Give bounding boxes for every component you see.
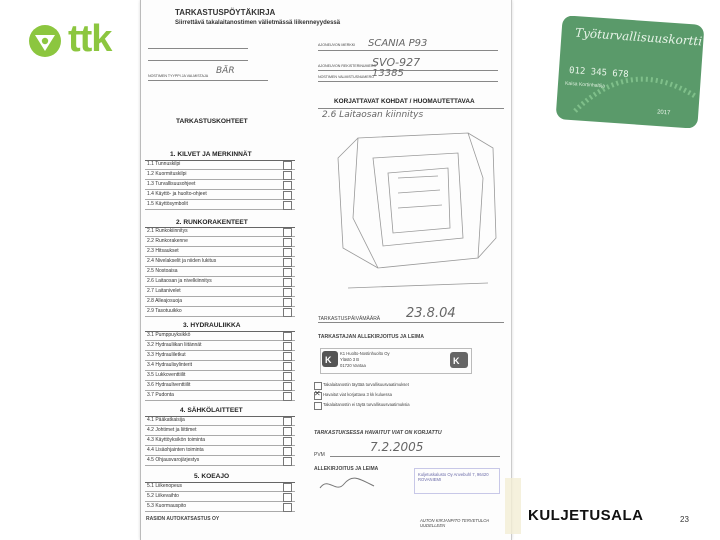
item-label: 4.4 Lisäohjainten toiminta: [147, 447, 204, 453]
checklist-item: [145, 492, 295, 502]
remark-text: 2.6 Laitaosan kiinnitys: [322, 110, 424, 120]
checklist-item: [145, 170, 295, 180]
item-label: 2.2 Runkorakenne: [147, 238, 188, 244]
item-checkbox[interactable]: [283, 278, 292, 287]
section-title-1: 1. KILVET JA MERKINNÄT: [170, 151, 252, 158]
date-line: [318, 322, 504, 323]
item-label: 2.4 Nivelakselit ja niiden lukitus: [147, 258, 217, 264]
checklist-item: [145, 361, 295, 371]
repair-sign-label: ALLEKIRJOITUS JA LEIMA: [314, 466, 379, 472]
item-label: 1.2 Kuormituskilpi: [147, 171, 187, 177]
checklist-item: [145, 307, 295, 317]
header-line: [148, 80, 268, 81]
item-label: 5.2 Liikevaihto: [147, 493, 179, 499]
checklist-item: [145, 351, 295, 361]
item-checkbox[interactable]: [283, 362, 292, 371]
header-value-make: SCANIA P93: [368, 38, 428, 49]
item-label: 3.4 Hydraulisylinterit: [147, 362, 193, 368]
checklist-item: [145, 381, 295, 391]
item-checkbox[interactable]: [283, 248, 292, 257]
item-label: 5.3 Kuormauspito: [147, 503, 187, 509]
item-label: 2.8 Alleajosuoja: [147, 298, 183, 304]
checklist-item: [145, 482, 295, 492]
item-label: 2.1 Runkokiinnitys: [147, 228, 188, 234]
repair-heading: TARKASTUKSESSA HAVAITUT VIAT ON KORJATTU: [314, 430, 442, 436]
ttk-logo-icon: [28, 24, 62, 58]
header-label-reg: AJONEUVON REKISTERINUMERO: [318, 64, 377, 68]
item-checkbox[interactable]: [283, 238, 292, 247]
checklist-item: [145, 190, 295, 200]
section-title-5: 5. KOEAJO: [194, 473, 230, 480]
item-checkbox[interactable]: [283, 503, 292, 512]
item-checkbox[interactable]: [283, 372, 292, 381]
item-label: 5.1 Liikenopeus: [147, 483, 183, 489]
checklist-item: [145, 200, 295, 210]
item-label: 4.3 Käyttöyksikön toiminta: [147, 437, 206, 443]
checklist-item: [145, 436, 295, 446]
item-label: 2.6 Laitaosan ja nivelkiinnitys: [147, 278, 212, 284]
item-checkbox[interactable]: [283, 288, 292, 297]
item-label: 2.5 Nostoaisa: [147, 268, 178, 274]
k1-stamp-icon: [322, 351, 338, 367]
item-checkbox[interactable]: [283, 228, 292, 237]
header-label-serial: NOSTIMEN VALMISTUSNUMERO: [318, 75, 375, 79]
card-name: Kaisa Kortinhaltija: [564, 80, 606, 90]
checklist-item: [145, 237, 295, 247]
item-label: 2.9 Tasotuuikko: [147, 308, 182, 314]
header-line: [148, 60, 248, 61]
bottom-right-text: AUTON KIRJANPITO TERVETULOA UUDELLEEN: [420, 518, 490, 528]
ttk-logo: [28, 18, 128, 66]
item-label: 4.1 Pääkatkaisija: [147, 417, 185, 423]
item-checkbox[interactable]: [283, 392, 292, 401]
item-checkbox[interactable]: [283, 201, 292, 210]
section-title-3: 3. HYDRAULIIKKA: [183, 322, 241, 329]
inspection-points-title: TARKASTUSKOHTEET: [176, 118, 248, 125]
stamp-line: K1 Huolto-Nostinhuolto Oy: [340, 351, 390, 356]
card-number: 012 345 678: [568, 65, 629, 81]
svg-text:K: K: [453, 356, 460, 366]
item-label: 3.5 Lukkoventtiilit: [147, 372, 186, 378]
check-mark-icon: ✕: [314, 389, 321, 398]
result-option: Havaitut viat korjattava 3 kk kuluessa: [323, 392, 392, 397]
k3-stamp-icon: [450, 352, 468, 368]
item-label: 1.3 Turvallisuusohjeet: [147, 181, 196, 187]
checklist-item: [145, 426, 295, 436]
sketch-drawing: [318, 118, 504, 303]
checklist-item: [145, 267, 295, 277]
header-line: [318, 70, 498, 71]
result-checkbox[interactable]: [314, 402, 322, 410]
checklist-item: [145, 446, 295, 456]
bottom-left-title: RASIDN AUTOKATSASTUS OY: [146, 516, 220, 522]
item-checkbox[interactable]: [283, 457, 292, 466]
section-label: KULJETUSALA: [528, 507, 644, 524]
item-checkbox[interactable]: [283, 483, 292, 492]
item-label: 4.5 Ohjausvarojärjestys: [147, 457, 200, 463]
checklist-item: [145, 277, 295, 287]
svg-text:K: K: [325, 355, 332, 365]
item-checkbox[interactable]: [283, 447, 292, 456]
header-value-serial: 13385: [372, 68, 404, 79]
header-value-reg: SVO-927: [372, 56, 421, 69]
section-title-2: 2. RUNKORAKENTEET: [176, 219, 248, 226]
item-checkbox[interactable]: [283, 191, 292, 200]
document-title: TARKASTUSPÖYTÄKIRJA: [175, 8, 276, 17]
header-line: [148, 48, 248, 49]
checklist-item: [145, 371, 295, 381]
checklist-item: [145, 287, 295, 297]
checklist-item: [145, 502, 295, 512]
card-brand: Työturvallisuuskortti: [574, 25, 703, 49]
item-label: 3.1 Pumppuyksikkö: [147, 332, 191, 338]
result-option: Takalaitanostin täyttää turvallisuusvaatimukset: [323, 382, 409, 387]
inspector-label: TARKASTAJAN ALLEKIRJOITUS JA LEIMA: [318, 334, 425, 340]
tape-strip: [505, 478, 521, 534]
date-label: TARKASTUSPÄIVÄMÄÄRÄ: [318, 316, 381, 322]
item-checkbox[interactable]: [283, 161, 292, 170]
checklist-item: [145, 331, 295, 341]
item-label: 2.7 Laitanivelet: [147, 288, 181, 294]
item-label: 2.3 Hitsaukset: [147, 248, 179, 254]
card-year: 2017: [656, 109, 671, 117]
item-checkbox[interactable]: [283, 427, 292, 436]
item-label: 3.7 Pudonta: [147, 392, 174, 398]
remarks-line: [318, 108, 504, 109]
checklist-item: [145, 160, 295, 170]
document-subtitle: Siirrettävä takalaitanostimen välietmässä liikenneyydessä: [175, 20, 341, 26]
pvm-value: 7.2.2005: [370, 440, 424, 454]
item-checkbox[interactable]: [283, 181, 292, 190]
item-checkbox[interactable]: [283, 308, 292, 317]
item-checkbox[interactable]: [283, 417, 292, 426]
pvm-label: PVM: [314, 452, 325, 458]
logo-text: ttk: [68, 18, 112, 60]
header-label-type: NOSTIMEN TYYPPI JA VALMISTAJA: [148, 74, 209, 78]
remarks-heading: KORJATTAVAT KOHDAT / HUOMAUTETTAVAA: [334, 98, 475, 105]
item-label: 3.6 Hydrauliventtiilit: [147, 382, 191, 388]
signature-drawing: [318, 474, 378, 496]
header-line: [318, 81, 498, 82]
date-value: 23.8.04: [406, 306, 456, 321]
stamp-line: 01720 Vantaa: [340, 363, 366, 368]
page-number: 23: [680, 515, 689, 524]
item-checkbox[interactable]: [283, 258, 292, 267]
item-checkbox[interactable]: [283, 342, 292, 351]
stamp-line: Ylästö 3 B: [340, 357, 360, 362]
checklist-item: [145, 341, 295, 351]
section-title-4: 4. SÄHKÖLAITTEET: [180, 407, 243, 414]
item-checkbox[interactable]: [283, 332, 292, 341]
checklist-item: [145, 456, 295, 466]
checklist-item: [145, 227, 295, 237]
item-checkbox[interactable]: [283, 382, 292, 391]
item-label: 3.3 Hydrauliletkut: [147, 352, 186, 358]
header-line: [318, 50, 498, 51]
item-checkbox[interactable]: [283, 437, 292, 446]
checklist-item: [145, 391, 295, 401]
checklist-item: [145, 297, 295, 307]
checklist-item: [145, 416, 295, 426]
item-checkbox[interactable]: [283, 268, 292, 277]
header-value-type: BÄR: [216, 66, 235, 76]
header-label-make: AJONEUVON MERKKI: [318, 43, 356, 47]
pvm-line: [330, 456, 500, 457]
item-checkbox[interactable]: [283, 493, 292, 502]
checklist-item: [145, 257, 295, 267]
repair-stamp-text: Kuljetuskalusto Oy Anvebuhl 7, 96420 ROVANIEMI: [418, 472, 489, 482]
item-checkbox[interactable]: [283, 298, 292, 307]
checklist-item: [145, 247, 295, 257]
item-checkbox[interactable]: [283, 352, 292, 361]
safety-card-image: [555, 16, 705, 128]
item-checkbox[interactable]: [283, 171, 292, 180]
item-label: 3.2 Hydrauliikan liitännät: [147, 342, 202, 348]
item-label: 1.1 Tunnuskilpi: [147, 161, 181, 167]
item-label: 4.2 Johtimet ja liittimet: [147, 427, 197, 433]
checklist-item: [145, 180, 295, 190]
result-option: Takalaitanostin ei täytä turvallisuusvaatimuksia: [323, 402, 410, 407]
item-label: 1.4 Käyttö- ja huolto-ohjeet: [147, 191, 207, 197]
item-label: 1.5 Käyttösymbolit: [147, 201, 188, 207]
